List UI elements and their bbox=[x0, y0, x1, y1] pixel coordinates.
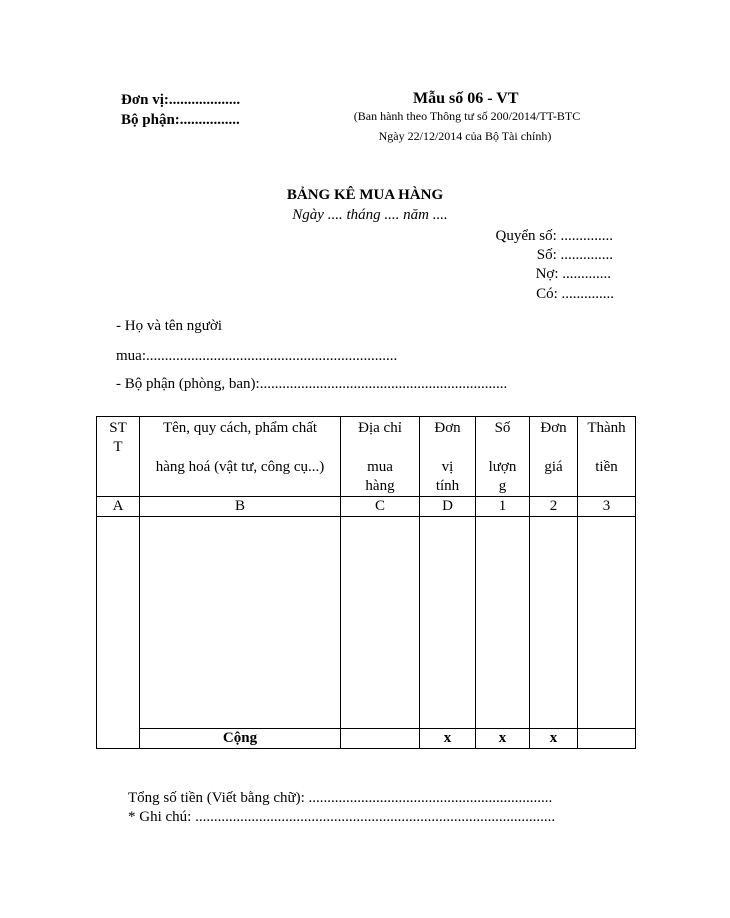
total-unit-mark: x bbox=[420, 729, 476, 749]
letter-b: B bbox=[140, 497, 341, 517]
letter-3: 3 bbox=[578, 497, 636, 517]
total-amount bbox=[578, 729, 636, 749]
header-row bbox=[97, 417, 636, 497]
header-stt: ST T bbox=[97, 417, 140, 497]
purchase-table bbox=[96, 416, 636, 749]
buyer-name-label: - Họ và tên người bbox=[116, 318, 223, 334]
book-number: Quyển số: .............. bbox=[495, 228, 613, 244]
total-quantity-mark: x bbox=[476, 729, 530, 749]
total-price-mark: x bbox=[530, 729, 578, 749]
address-cell bbox=[341, 517, 420, 729]
stt-cell bbox=[97, 517, 140, 749]
date-line: Ngày .... tháng .... năm .... bbox=[292, 207, 448, 223]
department-label: Bộ phận:................ bbox=[121, 112, 240, 128]
buyer-name-field: mua:................................................................... bbox=[116, 348, 398, 364]
debit-account: Nợ: ............. bbox=[535, 266, 611, 282]
letter-c: C bbox=[341, 497, 420, 517]
quantity-cell bbox=[476, 517, 530, 729]
credit-account: Có: .............. bbox=[536, 286, 614, 302]
total-address bbox=[341, 729, 420, 749]
header-address: Địa chỉ mua hàng bbox=[341, 417, 420, 497]
issued-by: (Ban hành theo Thông tư số 200/2014/TT-BTC bbox=[353, 109, 581, 123]
letter-1: 1 bbox=[476, 497, 530, 517]
issued-date: Ngày 22/12/2014 của Bộ Tài chính) bbox=[378, 129, 552, 143]
document-title: BẢNG KÊ MUA HÀNG bbox=[286, 187, 444, 203]
column-letter-row bbox=[97, 497, 636, 517]
amount-cell bbox=[578, 517, 636, 729]
letter-2: 2 bbox=[530, 497, 578, 517]
header-quantity: Số lượn g bbox=[476, 417, 530, 497]
buyer-department-field: - Bộ phận (phòng, ban):.................................................................. bbox=[116, 376, 508, 392]
header-item-name: Tên, quy cách, phẩm chất hàng hoá (vật tư, công cụ...) bbox=[140, 417, 341, 497]
table-body-row bbox=[97, 517, 636, 729]
total-in-words: Tổng số tiền (Viết bằng chữ): ................................................................. bbox=[128, 790, 553, 806]
header-unit-price: Đơn giá bbox=[530, 417, 578, 497]
total-row bbox=[97, 729, 636, 749]
letter-d: D bbox=[420, 497, 476, 517]
note-field: * Ghi chú: ................................................................................................ bbox=[128, 809, 556, 825]
doc-number: Số: .............. bbox=[536, 247, 613, 263]
letter-a: A bbox=[97, 497, 140, 517]
unit-price-cell bbox=[530, 517, 578, 729]
header-amount: Thành tiền bbox=[578, 417, 636, 497]
total-label: Cộng bbox=[140, 729, 341, 749]
header-unit: Đơn vị tính bbox=[420, 417, 476, 497]
unit-label: Đơn vị:................... bbox=[121, 92, 241, 108]
unit-cell bbox=[420, 517, 476, 729]
form-number: Mẫu số 06 - VT bbox=[413, 90, 519, 107]
item-name-cell bbox=[140, 517, 341, 729]
